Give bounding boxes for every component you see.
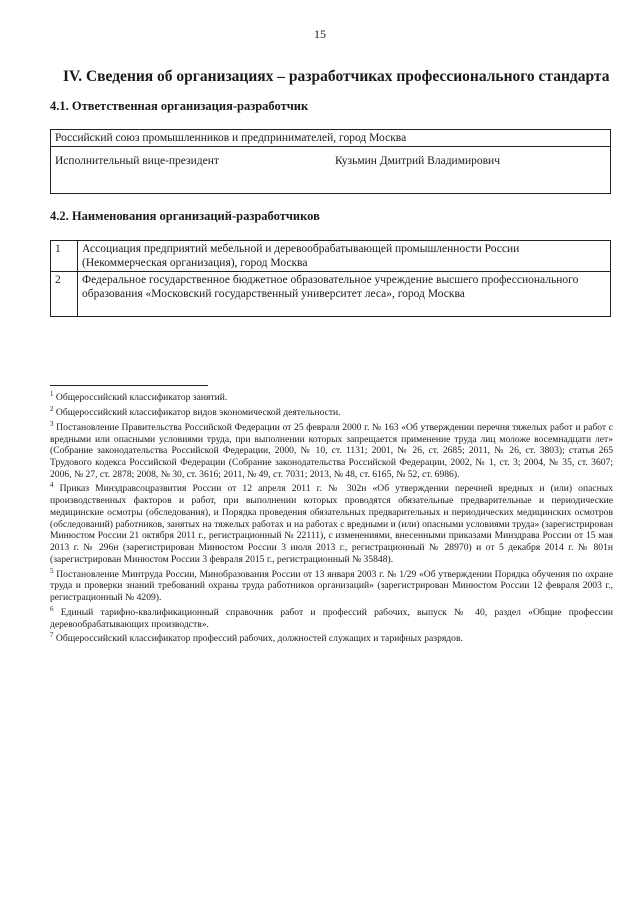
footnote-mark: 2 bbox=[50, 404, 54, 413]
footnote bbox=[50, 480, 613, 565]
responsible-org-table bbox=[50, 129, 611, 194]
footnote-mark: 4 bbox=[50, 481, 54, 490]
footnote bbox=[50, 566, 613, 604]
org-person-row bbox=[51, 147, 611, 194]
developers-table bbox=[50, 240, 611, 317]
section-title: IV. Сведения об организациях – разработчиках профессионального стандарта bbox=[63, 68, 610, 85]
developer-name: Федеральное государственное бюджетное образовательное учреждение высшего профессионального образования «Московский государственный университет леса», город Москва bbox=[78, 272, 611, 317]
footnote-text: Приказ Минздравсоцразвития России от 12 апреля 2011 г. № 302н «Об утверждении перечней вредных и (или) опасных производственных факторов и работ, при выполнении которых проводятся обязательные предварительные и периодические медицинские осмотры (обследования), и Порядка проведения обязательных предварительных и периодических медицинских осмотров (обследований) работников, занятых на тяжелых работах и на работах с вредными и (или) опасными условиями труда» (зарегистрирован Минюстом России 21 октября 2011 г., регистрационный № 22111), с изменениями, внесенными приказами Минздрава России от 15 мая 2013 г. № 296н (зарегистрирован Минюстом России 3 июля 2013 г., регистрационный № 28970) и от 5 декабря 2014 г. № 801н (зарегистрирован Минюстом России 3 февраля 2015 г., регистрационный № 35848). bbox=[50, 483, 613, 565]
table-row bbox=[51, 272, 611, 317]
responsible-org-heading: 4.1. Ответственная организация-разработчик bbox=[50, 99, 309, 113]
footnote-text: Единый тарифно-квалификационный справочник работ и профессий рабочих, выпуск № 40, раздел «Общие профессии деревообрабатывающих производств». bbox=[50, 607, 613, 630]
position-title: Исполнительный вице-президент bbox=[55, 155, 219, 167]
footnote-mark: 3 bbox=[50, 419, 54, 428]
footnote-text: Постановление Правительства Российской Федерации от 25 февраля 2000 г. № 163 «Об утверждении перечня тяжелых работ и работ с вредными или опасными условиями труда, при выполнении которых запрещается применение труда лиц моложе восемнадцати лет» (Собрание законодательства Российской Федерации, 2000, № 10, ст. 1131; 2001, № 26, ст. 2685; 2011, № 26, ст. 3803); статья 265 Трудового кодекса Российской Федерации (Собрание законодательства Российской Федерации, 2002, № 1, ст. 3; 2004, № 35, ст. 3607; 2006, № 27, ст. 2878; 2008, № 30, ст. 3616; 2011, № 49, ст. 7031; 2013, № 48, ст. 6165, № 52, ст. 6986). bbox=[50, 421, 613, 480]
developers-heading: 4.2. Наименования организаций-разработчиков bbox=[50, 209, 320, 223]
footnote bbox=[50, 419, 613, 481]
footnote-text: Общероссийский классификатор видов экономической деятельности. bbox=[55, 407, 341, 419]
org-name-row bbox=[51, 130, 611, 147]
footnote-mark: 5 bbox=[50, 566, 54, 575]
footnote-mark: 1 bbox=[50, 390, 54, 398]
footnote-mark: 7 bbox=[50, 631, 54, 640]
footnotes bbox=[50, 389, 613, 645]
footnote bbox=[50, 630, 613, 645]
footnote bbox=[50, 404, 613, 419]
table-row bbox=[51, 241, 611, 272]
footnote-text: Общероссийский классификатор занятий. bbox=[55, 392, 228, 404]
org-person-cell bbox=[51, 147, 611, 194]
footnote bbox=[50, 604, 613, 631]
org-name: Российский союз промышленников и предпринимателей, город Москва bbox=[51, 130, 611, 147]
footnote bbox=[50, 389, 613, 404]
developer-name: Ассоциация предприятий мебельной и деревообрабатывающей промышленности России (Некоммерческая организация), город Москва bbox=[78, 241, 611, 272]
footnote-mark: 6 bbox=[50, 604, 54, 613]
footnote-text: Постановление Минтруда России, Минобразования России от 13 января 2003 г. № 1/29 «Об утверждении Порядка обучения по охране труда и проверки знаний требований охраны труда работников организаций» (зарегистрирован Минюстом России 12 февраля 2003 г., регистрационный № 4209). bbox=[50, 568, 614, 604]
person-name: Кузьмин Дмитрий Владимирович bbox=[335, 155, 500, 167]
page-number: 15 bbox=[314, 27, 326, 41]
footnote-text: Общероссийский классификатор профессий рабочих, должностей служащих и тарифных разрядов. bbox=[55, 633, 463, 645]
row-number: 1 bbox=[51, 241, 78, 272]
footnote-divider bbox=[50, 385, 208, 386]
row-number: 2 bbox=[51, 272, 78, 317]
